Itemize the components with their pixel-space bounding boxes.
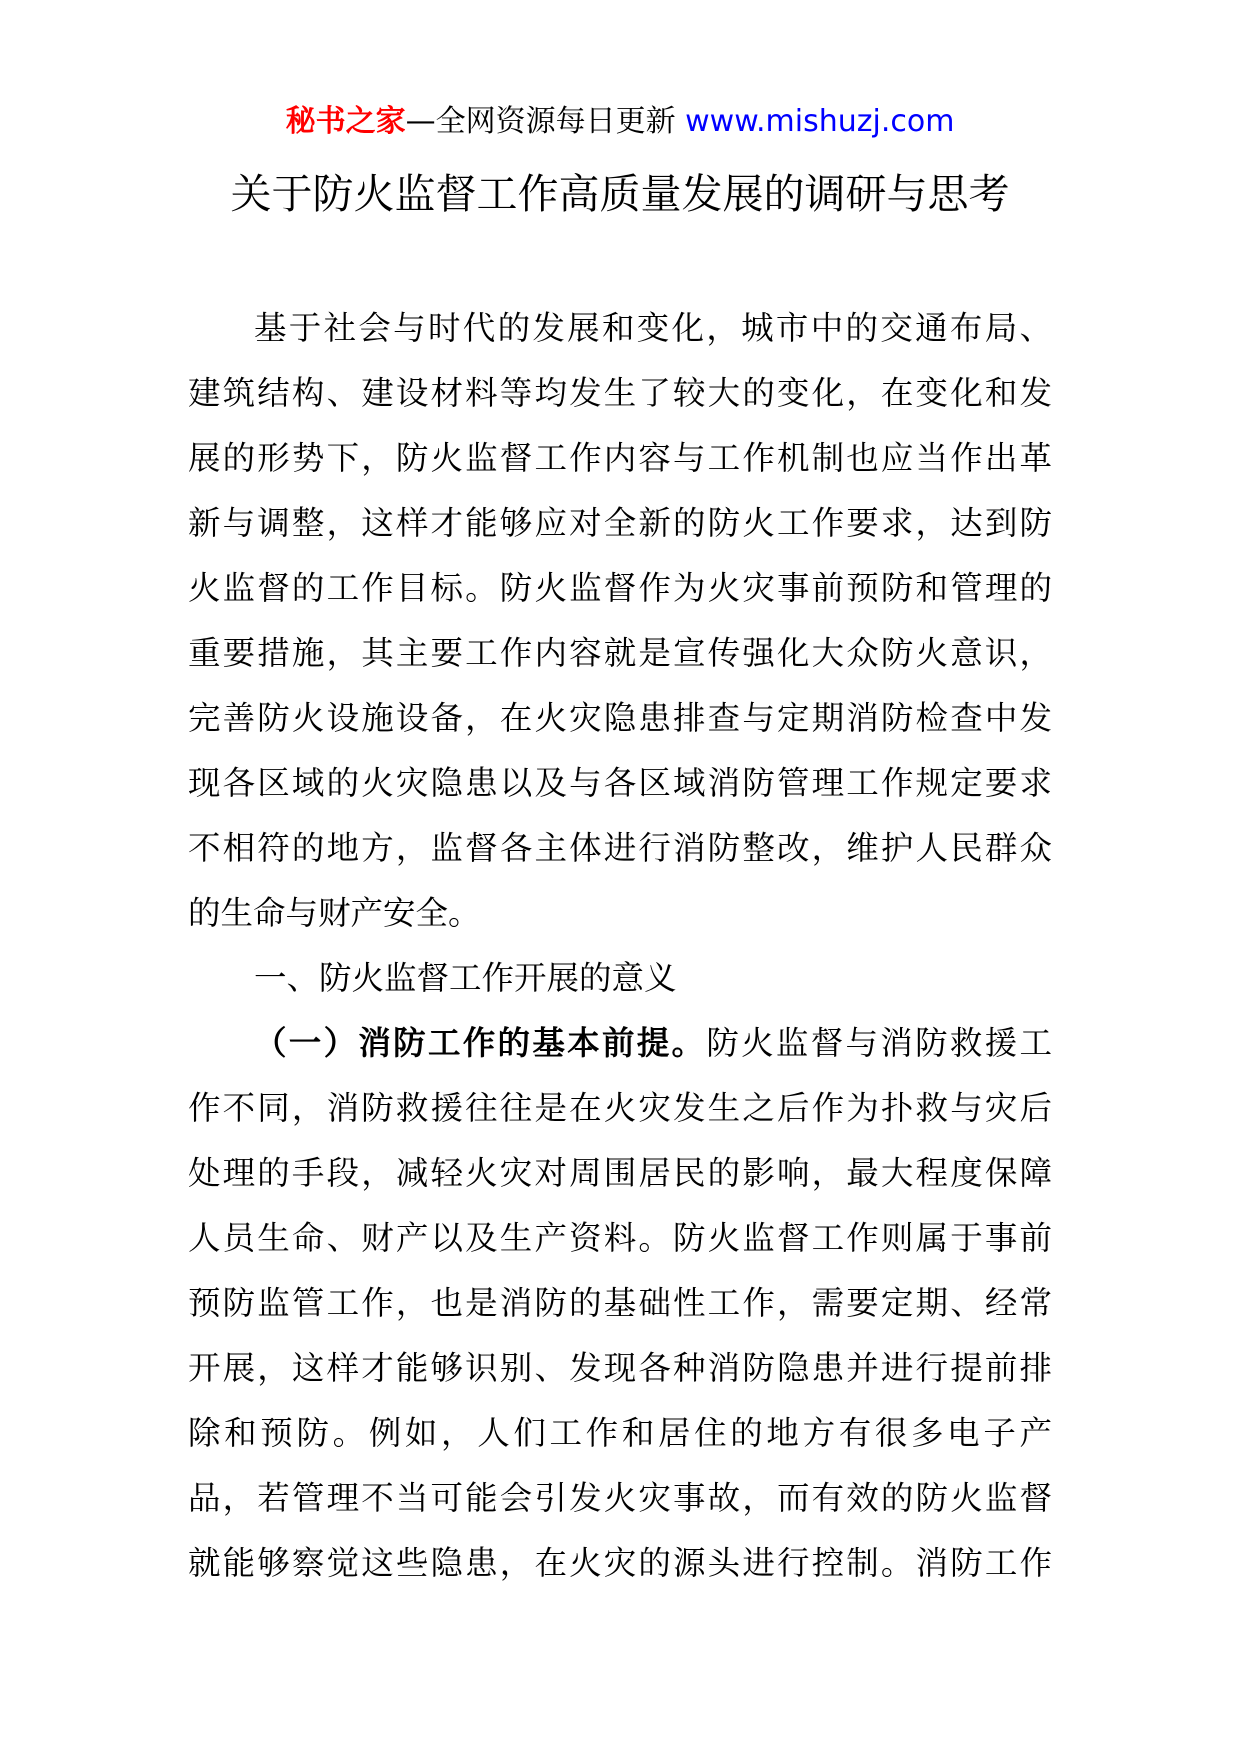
paragraph-line: 开展，这样才能够识别、发现各种消防隐患并进行提前排 bbox=[188, 1349, 1052, 1387]
paragraph-line: 完善防火设施设备，在火灾隐患排查与定期消防检查中发 bbox=[188, 699, 1052, 737]
paragraph-line: 就能够察觉这些隐患，在火灾的源头进行控制。消防工作 bbox=[188, 1544, 1052, 1582]
document-body bbox=[188, 296, 1052, 1596]
site-tagline: —全网资源每日更新 bbox=[405, 104, 686, 139]
site-url-link[interactable]: www.mishuzj.com bbox=[685, 104, 955, 139]
site-header bbox=[0, 100, 1240, 144]
subsection-first-line bbox=[188, 1011, 1052, 1076]
paragraph-line: 火监督的工作目标。防火监督作为火灾事前预防和管理的 bbox=[188, 569, 1052, 607]
paragraph-line: 除和预防。例如，人们工作和居住的地方有很多电子产 bbox=[188, 1414, 1052, 1452]
document-title: 关于防火监督工作高质量发展的调研与思考 bbox=[230, 170, 1010, 218]
subsection-heading: （一）消防工作的基本前提。 bbox=[254, 1024, 707, 1062]
paragraph-line: 预防监管工作，也是消防的基础性工作，需要定期、经常 bbox=[188, 1284, 1052, 1322]
paragraph-intro bbox=[188, 296, 1052, 946]
section-heading: 一、防火监督工作开展的意义 bbox=[254, 959, 677, 997]
paragraph-line: 作不同，消防救援往往是在火灾发生之后作为扑救与灾后 bbox=[188, 1089, 1052, 1127]
paragraph-line: 品，若管理不当可能会引发火灾事故，而有效的防火监督 bbox=[188, 1479, 1052, 1517]
paragraph-line: 展的形势下，防火监督工作内容与工作机制也应当作出革 bbox=[188, 439, 1052, 477]
paragraph-line: 的生命与财产安全。 bbox=[188, 894, 481, 932]
paragraph-line: 重要措施，其主要工作内容就是宣传强化大众防火意识， bbox=[188, 634, 1052, 672]
paragraph-line: 建筑结构、建设材料等均发生了较大的变化，在变化和发 bbox=[188, 374, 1052, 412]
site-brand: 秘书之家 bbox=[285, 104, 406, 139]
paragraph-line: 人员生命、财产以及生产资料。防火监督工作则属于事前 bbox=[188, 1219, 1052, 1257]
paragraph-line: 处理的手段，减轻火灾对周围居民的影响，最大程度保障 bbox=[188, 1154, 1052, 1192]
paragraph-line: 现各区域的火灾隐患以及与各区域消防管理工作规定要求 bbox=[188, 764, 1052, 802]
subsection-paragraph bbox=[188, 1011, 1052, 1596]
paragraph-line: 不相符的地方，监督各主体进行消防整改，维护人民群众 bbox=[188, 829, 1052, 867]
paragraph-line: 基于社会与时代的发展和变化，城市中的交通布局、 bbox=[254, 309, 1052, 347]
subsection-first-line-text: 防火监督与消防救援工 bbox=[706, 1024, 1052, 1062]
paragraph-line: 新与调整，这样才能够应对全新的防火工作要求，达到防 bbox=[188, 504, 1052, 542]
